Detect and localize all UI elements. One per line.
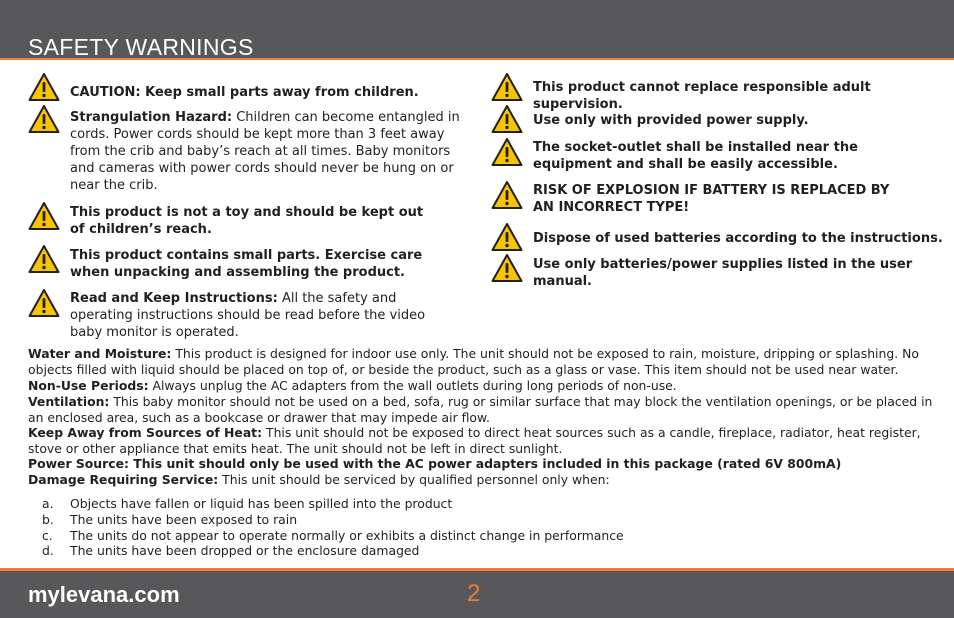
list-item-text: Objects have fallen or liquid has been spilled into the product bbox=[70, 496, 453, 511]
section-label: Damage Requiring Service: bbox=[28, 472, 219, 487]
list-item-text: The units have been dropped or the enclosure damaged bbox=[70, 543, 420, 559]
section-non-use bbox=[28, 378, 933, 394]
damage-list bbox=[42, 496, 624, 559]
section-power-source bbox=[28, 456, 933, 472]
warning-triangle-icon bbox=[28, 104, 60, 134]
warning-label: Use only batteries/power supplies listed in the user manual. bbox=[533, 257, 913, 289]
list-item-text: The units have been exposed to rain bbox=[70, 511, 298, 527]
list-marker: c. bbox=[42, 527, 53, 543]
list-item bbox=[42, 496, 624, 512]
warning-label: This product contains small parts. Exercise care when unpacking and assembling the product. bbox=[70, 248, 423, 280]
section-label: Keep Away from Sources of Heat: bbox=[28, 425, 263, 440]
warning-label: Read and Keep Instructions: bbox=[70, 291, 278, 306]
section-label: Non-Use Periods: bbox=[28, 378, 149, 393]
warning-text: Children can become entangled in cords. Power cords should be kept more than 3 feet away from the crib and baby’s reach at all times. Baby monitors and cameras with power cords should never be hung on or near the crib. bbox=[70, 110, 460, 193]
warning-triangle-icon bbox=[491, 180, 523, 210]
warning-label: RISK OF EXPLOSION IF BATTERY IS REPLACED BY AN INCORRECT TYPE! bbox=[533, 183, 890, 215]
section-label: Power Source: This unit should only be used with the AC power adapters included in this package (rated 6V 800mA) bbox=[28, 456, 842, 471]
warning-text: All the safety and operating instructions should be read before the video baby monitor is operated. bbox=[70, 291, 426, 340]
warning-triangle-icon bbox=[491, 253, 523, 283]
list-marker: a. bbox=[42, 496, 54, 511]
section-label: Water and Moisture: bbox=[28, 346, 172, 361]
warning-triangle-icon bbox=[491, 72, 523, 102]
warning-label: This product is not a toy and should be kept out of children’s reach. bbox=[70, 205, 424, 237]
warning-triangle-icon bbox=[28, 72, 60, 102]
page-title: SAFETY WARNINGS bbox=[28, 34, 254, 60]
website-link[interactable]: mylevana.com bbox=[28, 582, 180, 607]
warning-triangle-icon bbox=[491, 137, 523, 167]
list-item bbox=[42, 543, 624, 559]
section-text: This baby monitor should not be used on a bed, sofa, rug or similar surface that may block the ventilation openings, or be placed in an enclosed area, such as a bookcase or drawer that may impede air flow. bbox=[28, 394, 933, 425]
section-damage-service bbox=[28, 472, 933, 488]
list-marker: b. bbox=[42, 511, 54, 527]
list-item bbox=[42, 528, 624, 544]
section-text: This unit should not be exposed to direct heat sources such as a candle, fireplace, radiator, heat register, stove or other appliance that emits heat. The unit should not be left in direct sunlight. bbox=[28, 425, 921, 456]
warning-triangle-icon bbox=[491, 104, 523, 134]
warning-triangle-icon bbox=[28, 201, 60, 231]
section-ventilation bbox=[28, 394, 933, 426]
warning-label: Strangulation Hazard: bbox=[70, 110, 233, 125]
list-item-text: The units do not appear to operate normally or exhibits a distinct change in performance bbox=[70, 527, 624, 543]
warning-label: Dispose of used batteries according to the instructions. bbox=[533, 231, 943, 246]
warning-triangle-icon bbox=[491, 222, 523, 252]
section-text: This unit should be serviced by qualified personnel only when: bbox=[218, 472, 610, 487]
section-text: Always unplug the AC adapters from the wall outlets during long periods of non-use. bbox=[148, 378, 677, 393]
page-number: 2 bbox=[467, 580, 481, 607]
warning-label: Use only with provided power supply. bbox=[533, 113, 809, 128]
warning-triangle-icon bbox=[28, 288, 60, 318]
section-water-moisture bbox=[28, 346, 933, 378]
section-label: Ventilation: bbox=[28, 394, 110, 409]
section-heat bbox=[28, 425, 933, 457]
warning-triangle-icon bbox=[28, 244, 60, 274]
list-marker: d. bbox=[42, 543, 54, 559]
section-text: This product is designed for indoor use only. The unit should not be exposed to rain, moisture, dripping or splashing. No objects filled with liquid should be placed on top of, or beside the product, such as a glass or vase. This item should not be used near water. bbox=[28, 346, 919, 377]
warning-label: CAUTION: Keep small parts away from children. bbox=[70, 85, 419, 100]
warning-label: This product cannot replace responsible adult supervision. bbox=[533, 80, 871, 112]
list-item bbox=[42, 512, 624, 528]
warning-label: The socket-outlet shall be installed near the equipment and shall be easily accessible. bbox=[533, 140, 858, 172]
